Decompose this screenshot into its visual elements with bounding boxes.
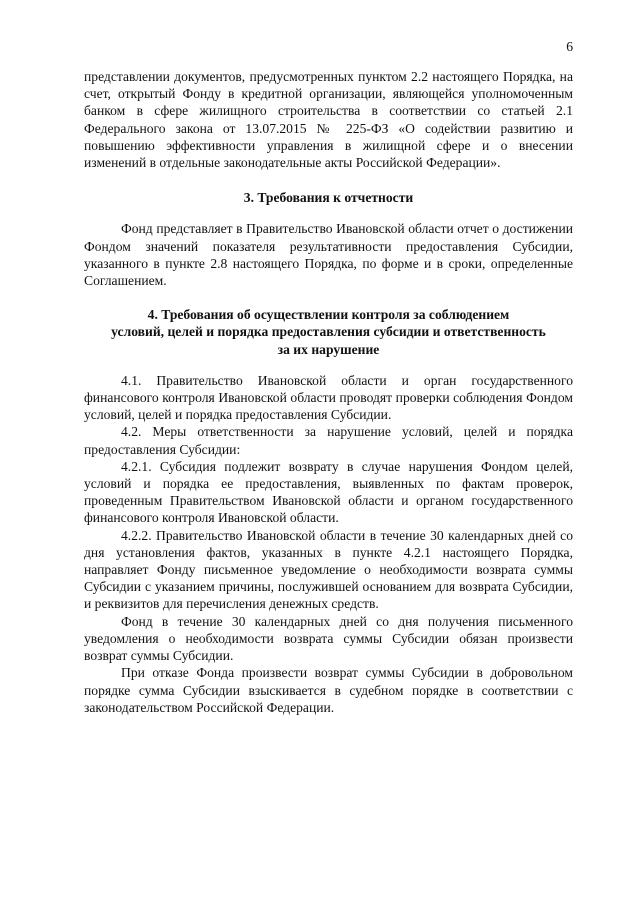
paragraph-4-1: 4.1. Правительство Ивановской области и орган государственного финансового контроля Ивановской области проводят проверки соблюдения Фондом условий, целей и порядка предоставления Субсидии.	[84, 372, 573, 423]
paragraph-4-2-1: 4.2.1. Субсидия подлежит возврату в случае нарушения Фондом целей, условий и порядка ее предоставления, выявленных по фактам проверок, проведенным Правительством Ивановской области и органом государственного финансового контроля Ивановской области.	[84, 458, 573, 526]
section-3-heading: 3. Требования к отчетности	[243, 190, 414, 206]
intro-paragraph: представлении документов, предусмотренных пунктом 2.2 настоящего Порядка, на счет, открытый Фонду в кредитной организации, являющейся уполномоченным банком в сфере жилищного строительства в соответствии со статьей 2.1 Федерального закона от 13.07.2015 № 225-ФЗ «О содействии развитию и повышению эффективности управления в жилищной сфере и о внесении изменений в отдельные законодательные акты Российской Федерации».	[84, 69, 573, 171]
section-4-heading-line-3: за их нарушение	[277, 341, 380, 357]
paragraph-4-2-2: 4.2.2. Правительство Ивановской области в течение 30 календарных дней со дня установления фактов, указанных в пункте 4.2.1 настоящего Порядка, направляет Фонду письменное уведомление о необходимости возврата суммы Субсидии с указанием причины, послужившей основанием для возврата Субсидии, и реквизитов для перечисления денежных средств.	[84, 527, 573, 612]
paragraph-fund-return: Фонд в течение 30 календарных дней со дня получения письменного уведомления о необходимости возврата суммы Субсидии обязан произвести возврат суммы Субсидии.	[84, 613, 573, 664]
section-4-heading-line-1: 4. Требования об осуществлении контроля за соблюдением	[147, 307, 510, 323]
document-body	[84, 68, 573, 716]
section-4-heading	[84, 306, 573, 358]
section-3-paragraph: Фонд представляет в Правительство Ивановской области отчет о достижении Фондом значений показателя результативности предоставления Субсидии, указанного в пункте 2.8 настоящего Порядка, по форме и в сроки, определенные Соглашением.	[84, 221, 573, 289]
paragraph-4-2: 4.2. Меры ответственности за нарушение условий, целей и порядка предоставления Субсидии:	[84, 424, 573, 457]
section-4-heading-line-2: условий, целей и порядка предоставления субсидии и ответственность	[111, 324, 546, 340]
paragraph-refusal: При отказе Фонда произвести возврат суммы Субсидии в добровольном порядке сумма Субсидии взыскивается в судебном порядке в соответствии с законодательством Российской Федерации.	[84, 665, 573, 715]
page-number: 6	[566, 39, 573, 54]
